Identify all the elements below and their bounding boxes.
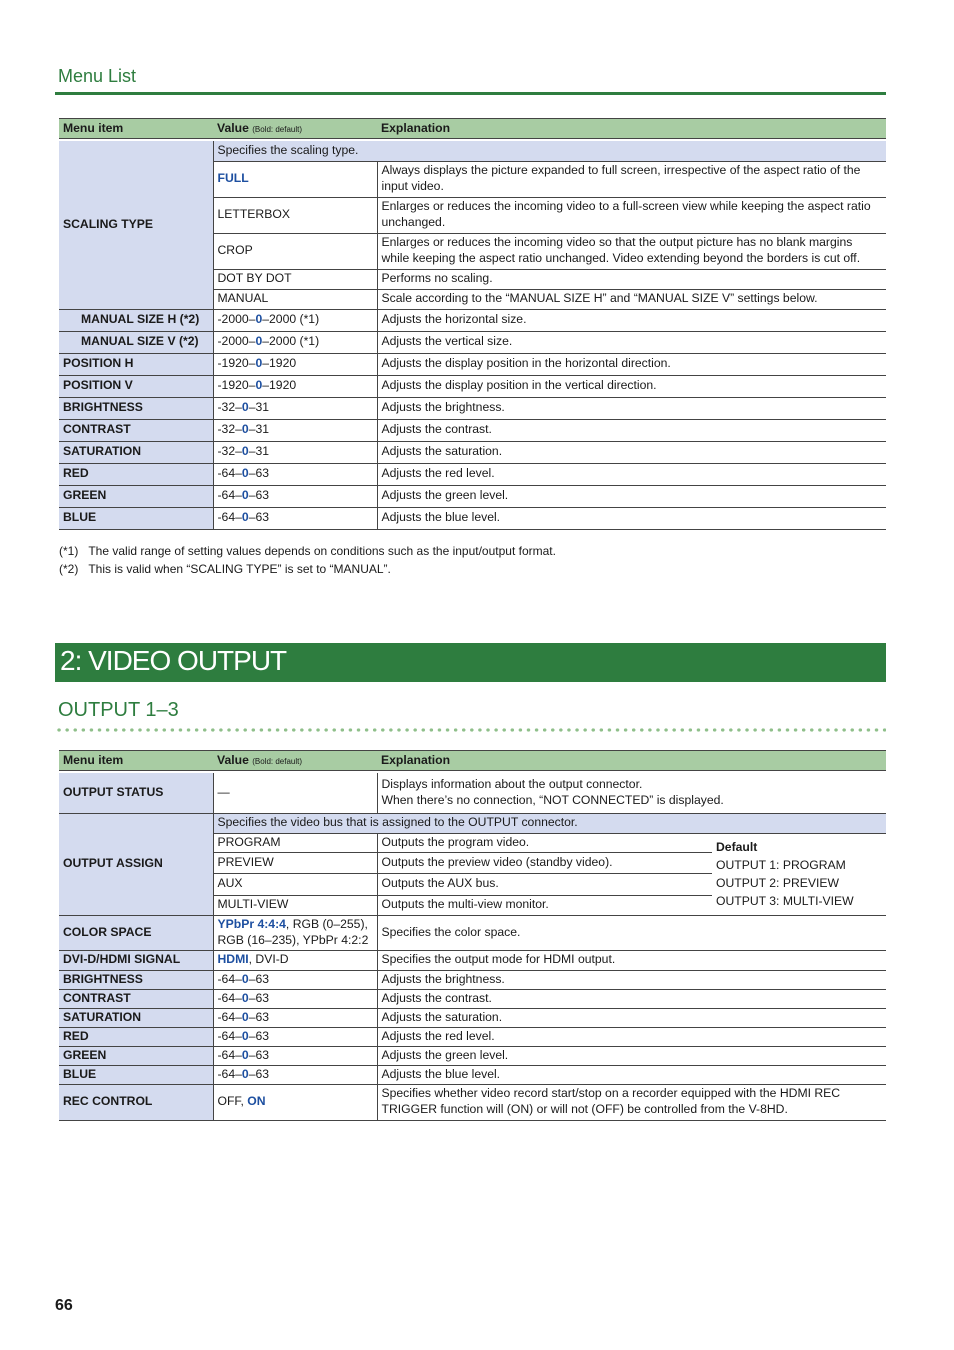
explanation-cell: Adjusts the red level. [377,463,886,485]
explanation-cell: Adjusts the red level. [377,1027,886,1046]
header-explanation: Explanation [377,119,886,141]
explanation-cell: Adjusts the blue level. [377,507,886,529]
item-brightness: BRIGHTNESS [59,970,213,989]
table-row [59,915,886,950]
output-assign-defaults: Default OUTPUT 1: PROGRAM OUTPUT 2: PREVIEW OUTPUT 3: MULTI-VIEW [712,833,886,915]
table-row [59,441,886,463]
value-cell: -32–0–31 [213,441,377,463]
explanation-cell: Adjusts the brightness. [377,970,886,989]
item-brightness: BRIGHTNESS [59,397,213,419]
explanation-crop: Enlarges or reduces the incoming video so that the output picture has no blank margins while keeping the aspect ratio unchanged. Video extending beyond the borders is cut off. [377,233,886,269]
header-value: Value (Bold: default) [213,751,377,773]
explanation-program: Outputs the program video. [377,833,712,852]
table-row [59,485,886,507]
explanation-cell: Adjusts the green level. [377,485,886,507]
subsection-title: OUTPUT 1–3 [58,699,179,721]
item-green: GREEN [59,485,213,507]
value-cell: -1920–0–1920 [213,375,377,397]
value-cell: -64–0–63 [213,1008,377,1027]
table-video-input-settings [59,118,886,530]
table-row [59,1046,886,1065]
scaling-type-note: Specifies the scaling type. [213,140,886,161]
value-cell: -64–0–63 [213,463,377,485]
explanation-aux: Outputs the AUX bus. [377,873,712,895]
header-menu-item: Menu item [59,119,213,141]
value-cell: -64–0–63 [213,970,377,989]
value-aux: AUX [213,873,377,895]
item-blue: BLUE [59,1065,213,1084]
explanation-cell: Specifies whether video record start/stop on a recorder equipped with the HDMI REC TRIGGER function will (ON) or will not (OFF) be controlled from the V-8HD. [377,1084,886,1120]
table-row [59,375,886,397]
table-row [59,419,886,441]
table-row [59,1008,886,1027]
output-assign-note: Specifies the video bus that is assigned to the OUTPUT connector. [213,813,886,833]
table-header-row [59,119,886,141]
value-cell: -1920–0–1920 [213,353,377,375]
item-contrast: CONTRAST [59,989,213,1008]
value-manual: MANUAL [213,289,377,309]
explanation-cell: Adjusts the display position in the horizontal direction. [377,353,886,375]
table-row [59,463,886,485]
value-crop: CROP [213,233,377,269]
value-cell: -64–0–63 [213,485,377,507]
table-header-row [59,751,886,773]
item-red: RED [59,1027,213,1046]
value-cell: HDMI, DVI-D [213,950,377,970]
item-dvi-hdmi-signal: DVI-D/HDMI SIGNAL [59,950,213,970]
item-output-status: OUTPUT STATUS [59,772,213,813]
table-row [59,507,886,529]
item-color-space: COLOR SPACE [59,915,213,950]
dotted-divider [55,727,886,733]
value-cell: — [213,772,377,813]
table-row [59,1065,886,1084]
explanation-cell: Adjusts the vertical size. [377,331,886,353]
header-explanation: Explanation [377,751,886,773]
value-cell: -64–0–63 [213,1046,377,1065]
page-number: 66 [55,1297,73,1314]
explanation-cell: Adjusts the green level. [377,1046,886,1065]
explanation-cell: Adjusts the display position in the vertical direction. [377,375,886,397]
explanation-cell: Adjusts the contrast. [377,989,886,1008]
table-row [59,331,886,353]
explanation-cell: Adjusts the horizontal size. [377,309,886,331]
value-cell: -64–0–63 [213,1027,377,1046]
item-manual-size-h: MANUAL SIZE H (*2) [59,309,213,331]
explanation-manual: Scale according to the “MANUAL SIZE H” and “MANUAL SIZE V” settings below. [377,289,886,309]
item-position-v: POSITION V [59,375,213,397]
table-row [59,353,886,375]
table-row [59,397,886,419]
footnote-2: (*2) This is valid when “SCALING TYPE” is set to “MANUAL”. [59,562,391,576]
header-rule [55,92,886,95]
value-cell: -32–0–31 [213,397,377,419]
table-video-output-settings [59,750,886,1121]
item-saturation: SATURATION [59,1008,213,1027]
item-blue: BLUE [59,507,213,529]
value-multi-view: MULTI-VIEW [213,895,377,915]
value-cell: -64–0–63 [213,1065,377,1084]
value-full: FULL [213,161,377,197]
explanation-cell: Specifies the output mode for HDMI output. [377,950,886,970]
table-row [59,1027,886,1046]
explanation-cell: Adjusts the contrast. [377,419,886,441]
value-cell: OFF, ON [213,1084,377,1120]
item-output-assign: OUTPUT ASSIGN [59,813,213,915]
table-row [59,1084,886,1120]
item-green: GREEN [59,1046,213,1065]
table-row [59,970,886,989]
table-row [59,309,886,331]
explanation-cell: Displays information about the output connector. When there’s no connection, “NOT CONNECTED” is displayed. [377,772,886,813]
item-rec-control: REC CONTROL [59,1084,213,1120]
value-cell: -32–0–31 [213,419,377,441]
value-letterbox: LETTERBOX [213,197,377,233]
explanation-cell: Adjusts the blue level. [377,1065,886,1084]
item-saturation: SATURATION [59,441,213,463]
explanation-full: Always displays the picture expanded to full screen, irrespective of the aspect ratio of the input video. [377,161,886,197]
value-cell: -2000–0–2000 (*1) [213,331,377,353]
header-title: Menu List [58,66,137,86]
explanation-cell: Adjusts the brightness. [377,397,886,419]
explanation-letterbox: Enlarges or reduces the incoming video to a full-screen view while keeping the aspect ratio unchanged. [377,197,886,233]
item-red: RED [59,463,213,485]
explanation-multi-view: Outputs the multi-view monitor. [377,895,712,915]
item-position-h: POSITION H [59,353,213,375]
table-row [59,140,886,161]
explanation-cell: Adjusts the saturation. [377,1008,886,1027]
value-cell: -64–0–63 [213,989,377,1008]
value-dot-by-dot: DOT BY DOT [213,269,377,289]
explanation-cell: Adjusts the saturation. [377,441,886,463]
value-cell: YPbPr 4:4:4, RGB (0–255), RGB (16–235), YPbPr 4:2:2 [213,915,377,950]
section-title: 2: VIDEO OUTPUT [60,645,287,676]
table-row [59,772,886,813]
value-preview: PREVIEW [213,852,377,873]
value-program: PROGRAM [213,833,377,852]
value-cell: -64–0–63 [213,507,377,529]
item-contrast: CONTRAST [59,419,213,441]
header-value: Value (Bold: default) [213,119,377,141]
table-row [59,813,886,833]
explanation-preview: Outputs the preview video (standby video). [377,852,712,873]
item-manual-size-v: MANUAL SIZE V (*2) [59,331,213,353]
table-row [59,950,886,970]
explanation-dot-by-dot: Performs no scaling. [377,269,886,289]
header-menu-item: Menu item [59,751,213,773]
value-cell: -2000–0–2000 (*1) [213,309,377,331]
footnote-1: (*1) The valid range of setting values depends on conditions such as the input/output format. [59,544,556,558]
table-row [59,989,886,1008]
explanation-cell: Specifies the color space. [377,915,886,950]
item-scaling-type: SCALING TYPE [59,140,213,309]
